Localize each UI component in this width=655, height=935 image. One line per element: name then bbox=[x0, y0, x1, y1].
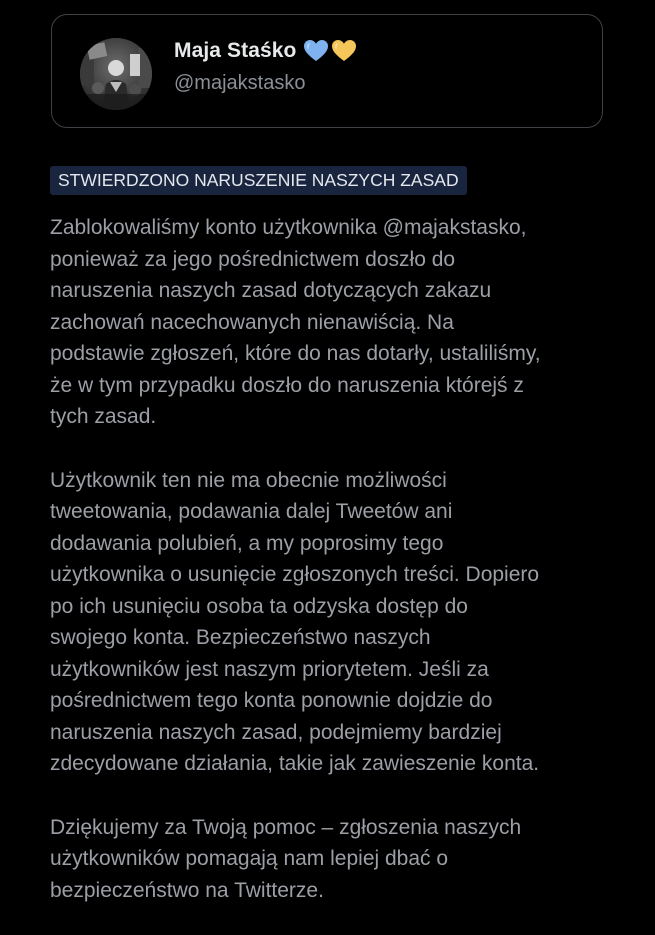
yellow-heart-icon bbox=[331, 39, 357, 63]
notice-paragraph: Dziękujemy za Twoją pomoc – zgłoszenia naszych użytkowników pomagają nam lepiej dbać o bezpieczeństwo na Twitterze. bbox=[50, 815, 522, 902]
avatar-photo bbox=[80, 38, 152, 110]
profile-card[interactable] bbox=[51, 14, 603, 128]
notice-paragraph: Zablokowaliśmy konto użytkownika @majakstasko, ponieważ za jego pośrednictwem doszło do naruszenia naszych zasad dotyczących zakazu zachowań nacechowanych nienawiścią. Na podstawie zgłoszeń, które do nas dotarły, ustaliliśmy, że w tym przypadku doszło do naruszenia którejś z tych zasad. bbox=[50, 216, 541, 428]
avatar[interactable] bbox=[80, 38, 152, 110]
blue-heart-icon bbox=[303, 39, 329, 63]
violation-badge: STWIERDZONO NARUSZENIE NASZYCH ZASAD bbox=[50, 166, 467, 195]
user-handle[interactable]: @majakstasko bbox=[174, 72, 306, 94]
display-name[interactable]: Maja Staśko bbox=[174, 39, 297, 62]
notice-message bbox=[50, 212, 625, 906]
display-name-row bbox=[174, 39, 357, 63]
notice-paragraph: Użytkownik ten nie ma obecnie możliwości tweetowania, podawania dalej Tweetów ani dodawania polubień, a my poprosimy tego użytkownika o usunięcie zgłoszonych treści. Dopiero po ich usunięciu osoba ta odzyska dostęp do swojego konta. Bezpieczeństwo naszych użytkowników jest naszym priorytetem. Jeśli za pośrednictwem tego konta ponownie dojdzie do naruszenia naszych zasad, podejmiemy bardziej zdecydowane działania, takie jak zawieszenie konta. bbox=[50, 468, 540, 775]
emoji-group bbox=[303, 39, 357, 63]
